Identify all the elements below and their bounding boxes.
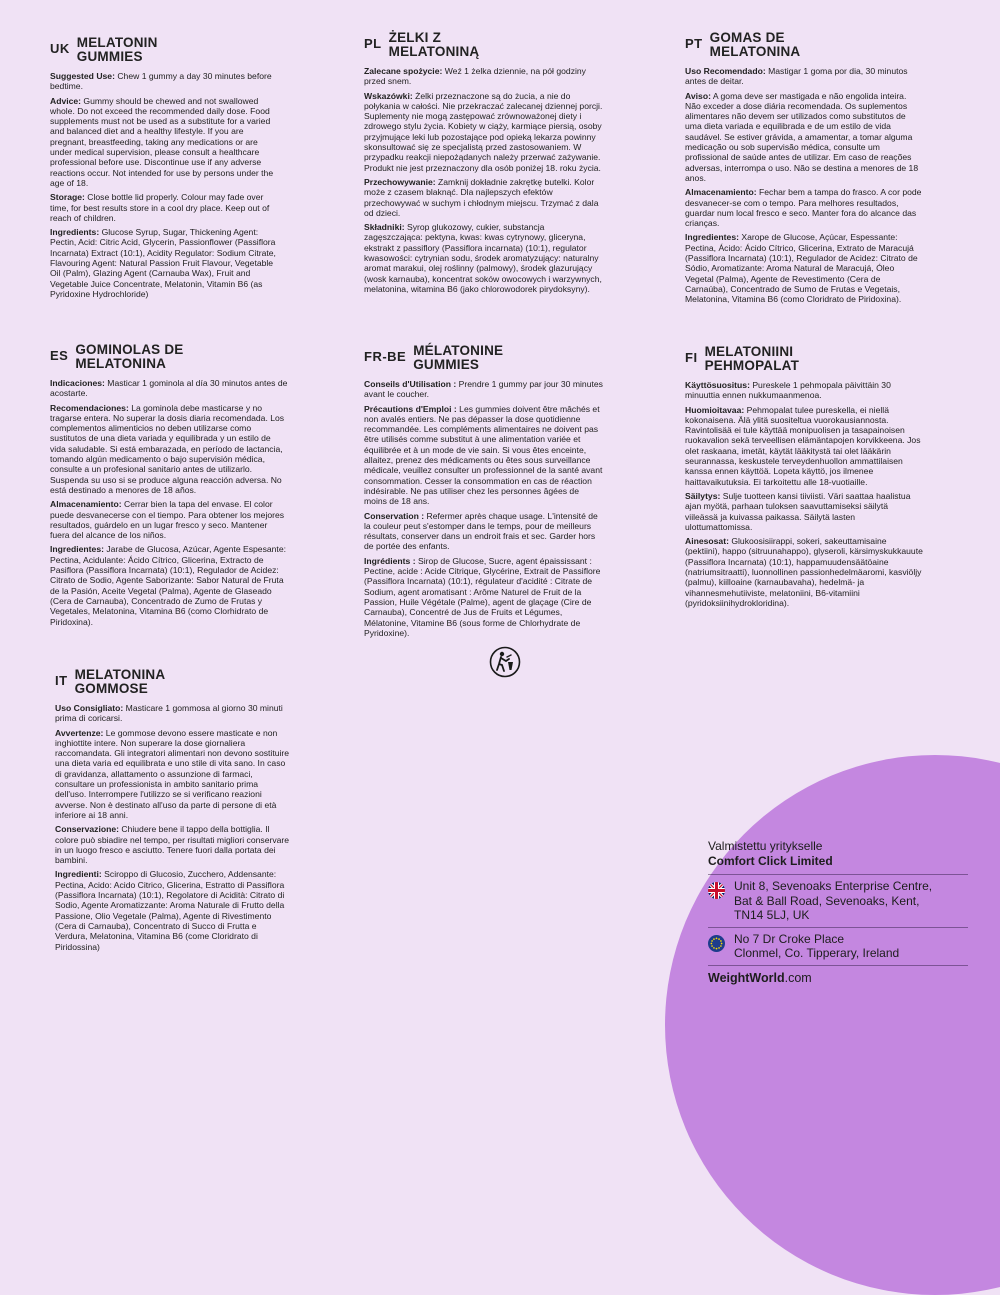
manufactured-for-label: Valmistettu yritykselle (708, 839, 823, 853)
ingredients: Ingredientes: Xarope de Glucose, Açúcar, Espessante: Pectina, Ácido: Ácido Cítrico, Glicerina, Extrato de Maracujá (Passiflora Incarnata) (10:1), Regulador de Acidez: Citrato de Sódio, Aromatizante: Aroma Natural de Maracujá, Óleo Vegetal (Palma), Agente de Revestimento (Cera de Carnaúba), Concentrado de Sumo de Frutas e Vegetais, Melatonina, Vitamina B6 (como Cloridrato de Piridoxina). (685, 232, 918, 305)
section-header (364, 31, 604, 59)
suggested-use: Suggested Use: Chew 1 gummy a day 30 minutes before bedtime. (50, 71, 272, 92)
section-header (685, 345, 923, 373)
uk-address-text: Unit 8, Sevenoaks Enterprise Centre, Bat & Ball Road, Sevenoaks, Kent, TN14 5LJ, UK (734, 879, 933, 922)
storage: Almacenamiento: Cerrar bien la tapa del envase. El color puede desvanecerse con el tiempo. Para obtener los mejores resultados, guárdelo en un lugar fresco y seco. Mantener fuera del alcance de los niños. (50, 499, 285, 541)
storage: Säilytys: Sulje tuotteen kansi tiiviisti. Väri saattaa haalistua ajan myötä, parhaan tuloksen saavuttamiseksi säilytä viileässä ja kuivassa paikassa. Säilytä lasten ulottumattomissa. (685, 490, 911, 532)
ingredients: Ingrédients : Sirop de Glucose, Sucre, agent épaississant : Pectine, acide : Acide Citrique, Glycérine, Extrait de Passiflore (Passiflora Incarnata) (10:1), régulateur d'acidité : Citrate de Sodium, agent aromatisant : Arôme Naturel de Fruit de la Passion, Huile Végétale (Palme), agent de glaçage (Cire de Carnauba), Concentré de Jus de Fruits et Légumes, Mélatonine, Vitamine B6 (sous forme de Chlorhydrate de Pyridoxine). (364, 555, 601, 638)
language-code: UK (50, 41, 70, 56)
advice: Aviso: A goma deve ser mastigada e não engolida inteira. Não exceder a dose diária recomendada. Os suplementos alimentares não devem ser utilizados como substitutos de uma dieta variada e equilibrada e de um estilo de vida saudável. Se estiver grávida, a amamentar, a tomar alguma medicação ou sob supervisão médica, consulte um profissional de saúde antes de utilizar. Em caso de reações adversas, interrompa o uso. Não se destina a menores de 18 anos. (685, 90, 919, 183)
ingredients: Ingredients: Glucose Syrup, Sugar, Thickening Agent: Pectin, Acid: Citric Acid, Glycerin, Passionflower (Passiflora Incarnata) Extract (10:1), Acidity Regulator: Sodium Citrate, Flavouring Agent: Natural Passion Fruit Flavour, Vegetable Oil (Palm), Glazing Agent (Carnauba Wax), Fruit and Vegetable Juice Concentrate, Melatonin, Vitamin B6 (as Pyridoxine Hydrochloride) (50, 227, 276, 299)
section-title: MÉLATONINE GUMMIES (413, 343, 504, 372)
section-title: GOMINOLAS DE MELATONINA (75, 342, 184, 371)
section-header (364, 344, 604, 372)
language-code: ES (50, 348, 69, 363)
storage: Storage: Close bottle lid properly. Colour may fade over time, for best results store in a cool dry place. Keep out of reach of children. (50, 192, 270, 223)
language-code: IT (55, 673, 68, 688)
usage: Uso Consigliato: Masticare 1 gommosa al giorno 30 minuti prima di coricarsi. (55, 703, 283, 724)
advice: Précautions d'Emploi : Les gummies doivent être mâchés et non avalés entiers. Ne pas dépasser la dose quotidienne recommandée. Les compléments alimentaires ne doivent pas être utilisés comme substitut à une alimentation variée et équilibrée et à un mode de vie sain. Si vous êtes enceinte, allaitez, prenez des médicaments ou êtes sous surveillance médicale, veuillez consulter un professionnel de la santé avant consommation. Cesser la consommation en cas de réaction indésirable. Ne pas utiliser chez les personnes âgées de moins de 18 ans. (364, 403, 603, 507)
section-title: GOMAS DE MELATONINA (709, 30, 801, 59)
section-title: MELATONIINI PEHMOPALAT (704, 344, 800, 373)
advice: Wskazówki: Żelki przeznaczone są do żucia, a nie do połykania w całości. Nie przekraczać zalecanej dziennej porcji. Suplementy nie mogą zastępować zrównoważonej diety i zdrowego stylu życia. Kobiety w ciąży, karmiące piersią, osoby przyjmujące leki lub pozostające pod opieką lekarza powinny skonsultować się ze specjalistą przed zastosowaniem. W przypadku reakcji niepożądanych należy przerwać zażywanie. Produkt nie jest przeznaczony dla osób poniżej 18. roku życia. (364, 90, 603, 173)
section-pl (364, 31, 604, 298)
section-title: MELATONIN GUMMIES (76, 35, 158, 64)
section-fr-be (364, 344, 604, 642)
section-header (55, 668, 291, 696)
storage: Przechowywanie: Zamknij dokładnie zakrętkę butelki. Kolor może z czasem blaknąć. Dla najlepszych efektów przechowywać w suchym i chłodnym miejscu. Trzymać z dala od dzieci. (364, 176, 599, 218)
usage: Käyttösuositus: Pureskele 1 pehmopala päivittäin 30 minuuttia ennen nukkumaanmenoa. (685, 380, 891, 401)
ingredients: Składniki: Syrop glukozowy, cukier, substancja zagęszczająca: pektyna, kwas: kwas cytrynowy, gliceryna, ekstrakt z passiflory (Passiflora incarnata) (10:1), regulator kwasowości: cytrynian sodu, środek aromatyzujący: naturalny aromat marakui, olej roślinny (palmowy), środek glazurujący (wosk karnauba), koncentrat soków owocowych i warzywnych, melatonina, witamina B6 (jako chlorowodorek pirydoksyny). (364, 222, 602, 294)
eu-flag-icon (708, 935, 725, 952)
section-it (55, 668, 291, 956)
section-uk (50, 36, 280, 303)
section-header (685, 31, 923, 59)
section-title: MELATONINA GOMMOSE (74, 667, 166, 696)
storage: Conservazione: Chiudere bene il tappo della bottiglia. Il colore può sbiadire nel tempo, per risultati migliori conservare in un luogo fresco e asciutto. Tenere fuori dalla portata dei bambini. (55, 824, 290, 866)
recycling-person-icon (489, 646, 521, 678)
section-title: ŻELKI Z MELATONINĄ (388, 30, 480, 59)
ireland-address-text: No 7 Dr Croke Place Clonmel, Co. Tipperary, Ireland (734, 931, 900, 960)
usage: Conseils d'Utilisation : Prendre 1 gummy par jour 30 minutes avant le coucher. (364, 379, 603, 400)
section-header (50, 343, 288, 371)
ingredients: Ingredientes: Jarabe de Glucosa, Azúcar, Agente Espesante: Pectina, Acidulante: Ácido Cítrico, Glicerina, Extracto de Pasiflora (Passiflora Incarnata) (10:1), Regulador de Acidez: Citrato de Sodio, Agente Saborizante: Sabor Natural de Fruta de la Pasión, Aceite Vegetal (Palma), Agente de Glaseado (Cera de Carnauba), Concentrado de Zumo de Frutas y Vegetales, Melatonina, Vitamina B6 (como Clorhidrato de Piridoxina). (50, 544, 286, 627)
section-pt (685, 31, 923, 309)
advice: Recomendaciones: La gominola debe masticarse y no tragarse entera. No superar la dosis diaria recomendada. Los complementos alimenticios no deben utilizarse como sustitutos de una dieta variada y equilibrada y un estilo de vida saludable. Si está embarazada, en período de lactancia, tomando algún medicamento o bajo supervisión médica, consulte a un profesional sanitario antes de utilizarlo. Suspenda su uso si se produce alguna reacción adversa. No está destinado a menores de 18 años. (50, 402, 285, 495)
advice: Advice: Gummy should be chewed and not swallowed whole. Do not exceed the recommended daily dose. Food supplements must not be used as a substitute for a varied and balanced diet and a healthy lifestyle. If you are pregnant, breastfeeding, taking any medications or are under medical supervision, please consult a healthcare professional before use. Discontinue use if any adverse reactions occur. Not intended for use by persons under the age of 18. (50, 95, 274, 188)
section-header (50, 36, 280, 64)
ingredients: Ainesosat: Glukoosisiirappi, sokeri, sakeuttamisaine (pektiini), happo (sitruunahappo), glyseroli, kärsimyskukkauute (Passiflora Incarnata) (10:1), happamuudensäätöaine (natriumsitraatti), luonnollinen passionhedelmäaromi, kasviöljy (palmu), kiilloaine (karnaubavaha), hedelmä- ja vihannesmehutiiviste, melatoniini, B6-vitamiini (pyridoksiinihydrokloridina). (685, 536, 923, 608)
ireland-address (708, 927, 968, 965)
language-code: FR-BE (364, 349, 407, 364)
brand-website: WeightWorld.com (708, 965, 968, 985)
company-name: Comfort Click Limited (708, 854, 833, 868)
advice: Huomioitavaa: Pehmopalat tulee pureskella, ei niellä kokonaisena. Älä ylitä suositeltua vuorokausiannosta. Ravintolisää ei tule käyttää monipuolisen ja tasapainoisen ruokavalion sekä terveellisen elämäntapojen korvikkeena. Jos olet raskaana, imetät, käytät lääkitystä tai olet lääkärin seurannassa, keskustele terveydenhuollon ammattilaisen kanssa ennen käyttöä. Lopeta käyttö, jos ilmenee haittavaikutuksia. Ei tarkoitettu alle 18-vuotiaille. (685, 404, 921, 487)
storage: Conservation : Refermer après chaque usage. L'intensité de la couleur peut s'estomper dans le temps, pour de meilleurs résultats, conserver dans un endroit frais et sec. Garder hors de portée des enfants. (364, 510, 598, 552)
manufacturer-circle (665, 755, 1000, 1295)
section-fi (685, 345, 923, 612)
storage: Almacenamiento: Fechar bem a tampa do frasco. A cor pode desvanecer-se com o tempo. Para melhores resultados, guardar num local fresco e seco. Manter fora do alcance das crianças. (685, 187, 922, 229)
uk-flag-icon (708, 882, 725, 899)
usage: Zalecane spożycie: Weź 1 żelka dziennie, na pół godziny przed snem. (364, 66, 586, 87)
manufacturer-block (708, 839, 968, 985)
uk-address (708, 874, 968, 927)
language-code: FI (685, 350, 698, 365)
usage: Indicaciones: Masticar 1 gominola al día 30 minutos antes de acostarte. (50, 378, 288, 399)
section-es (50, 343, 288, 631)
ingredients: Ingredienti: Sciroppo di Glucosio, Zucchero, Addensante: Pectina, Acido: Acido Citrico, Glicerina, Estratto di Passiflora (Passiflora Incarnata) (10:1), Regolatore di Acidità: Citrato di Sodio, Agente Aromatizzante: Aroma Naturale di Frutto della Passione, Olio Vegetale (Palma), Agente di Rivestimento (Cera di Carnauba), Concentrato di Succo di Frutta e Verdura, Melatonina, Vitamina B6 (come Cloridrato di Piridossina) (55, 869, 285, 952)
language-code: PT (685, 36, 703, 51)
language-code: PL (364, 36, 382, 51)
usage: Uso Recomendado: Mastigar 1 goma por dia, 30 minutos antes de deitar. (685, 66, 908, 87)
advice: Avvertenze: Le gommose devono essere masticate e non inghiottite intere. Non superare la dose giornaliera raccomandata. Gli integratori alimentari non devono sostituire una dieta varia ed equilibrata e uno stile di vita sano. In caso di gravidanza, allattamento o assunzione di farmaci, consultare un professionista in ambito sanitario prima dell'uso. Interrompere l'utilizzo se si verificano reazioni avverse. Non è destinato all'uso da parte di persone di età inferiore ai 18 anni. (55, 727, 290, 820)
